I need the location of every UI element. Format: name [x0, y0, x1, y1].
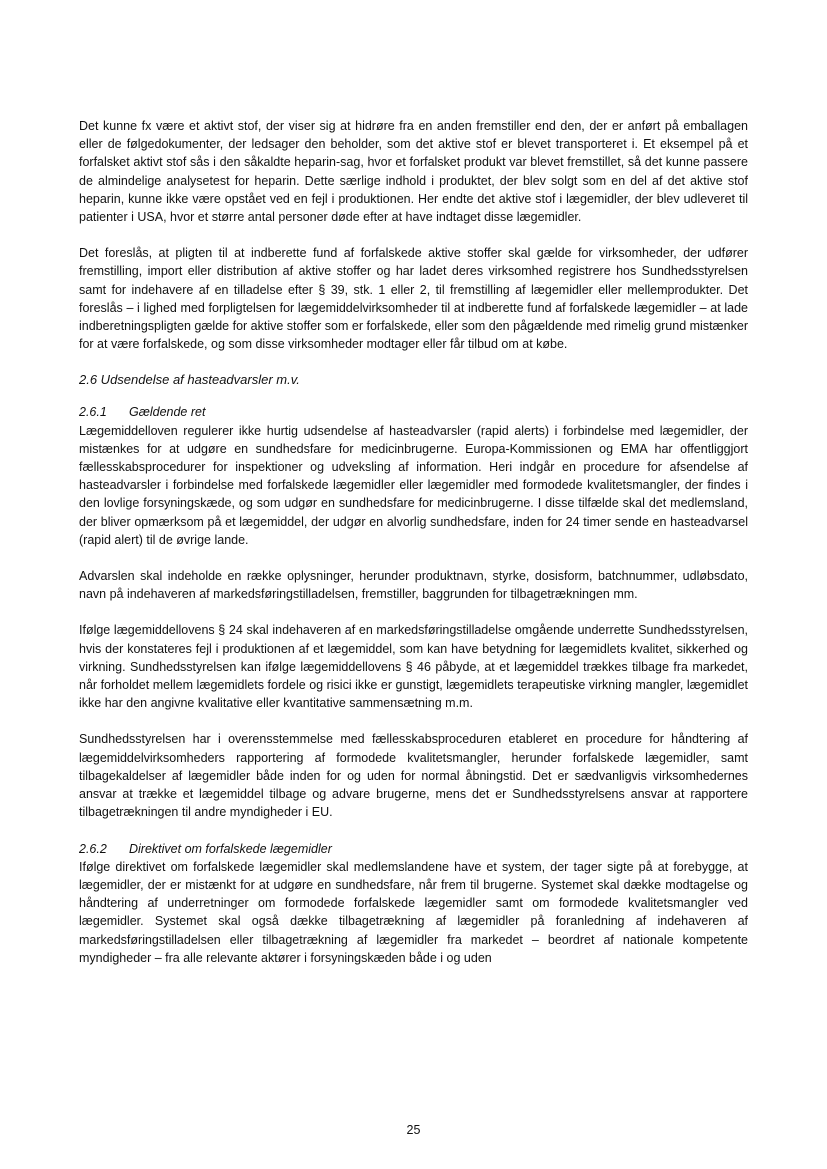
paragraph-directive: Ifølge direktivet om forfalskede lægemidler skal medlemslandene have et system, der tager sigte på at forebygge, at lægemidler, der er mistænkt for at udgøre en sundhedsfare, når frem til brugerne. Systemet skal dække modtagelse og håndtering af underretninger om formodede forfalskede lægemidler samt om formodede kvalitetsmangler ved lægemidler. Systemet skal også dække tilbagetrækning af lægemidler på foranledning af indehaveren af markedsføringstilladelsen eller tilbagetrækning af lægemidler fra markedet – beordret af nationale kompetente myndigheder – fra alle relevante aktører i forsyningskæden både i og uden [79, 859, 748, 965]
subsection-heading-2-6-1 [79, 403, 748, 421]
subsection-heading-2-6-2 [79, 840, 748, 858]
paragraph-procedure: Sundhedsstyrelsen har i overensstemmelse med fællesskabsproceduren etableret en procedure for håndtering af lægemiddelvirksomheders rapportering af formodede kvalitetsmangler, herunder forfalskede lægemidler, samt tilbagekaldelser af lægemidler både inden for og uden for normal åbningstid. Det er sædvanligvis virksomhedernes ansvar at trække et lægemiddel tilbage og advare brugerne, mens det er Sundhedsstyrelsens ansvar at rapportere tilbagetrækningen til andre myndigheder i EU. [79, 732, 748, 820]
page-content [79, 117, 748, 967]
paragraph-heparin-example: Det kunne fx være et aktivt stof, der viser sig at hidrøre fra en anden fremstiller end den, der er anført på emballagen eller de følgedokumenter, der ledsager den beholder, som det aktive stof er blevet transporteret i. Et eksempel på et forfalsket aktivt stof sås i den såkaldte heparin-sag, hvor et forfalsket produkt var blevet fremstillet, så det kunne passere de almindelige analysetest for heparin. Dette særlige indhold i produktet, der blev solgt som en del af det aktive stof heparin, kunne ikke være opstået ved en fejl i produktionen. Her endte det aktive stof i lægemidler, der blev udleveret til patienter i USA, hvor et større antal personer døde efter at have indtaget disse lægemidler. [79, 119, 748, 225]
paragraph-section-24: Ifølge lægemiddellovens § 24 skal indehaveren af en markedsføringstilladelse omgående underrette Sundhedsstyrelsen, hvis der konstateres fejl i produktionen af et lægemiddel, som kan have betydning for lægemidlets kvalitet, sikkerhed og virkning. Sundhedsstyrelsen kan ifølge lægemiddellovens § 46 påbyde, at et lægemiddel trækkes tilbage fra markedet, når forholdet mellem lægemidlets fordele og risici ikke er gunstigt, lægemidlets terapeutiske virkning mangler, lægemidlet ikke har den angivne kvalitative eller kvantitative sammensætning m.m. [79, 623, 748, 711]
paragraph-current-law: Lægemiddelloven regulerer ikke hurtig udsendelse af hasteadvarsler (rapid alerts) i forbindelse med lægemidler, der mistænkes for at udgøre en sundhedsfare for medicinbrugerne. Europa-Kommissionen og EMA har offentliggjort fællesskabsprocedurer for inspektioner og udveksling af information. Heri indgår en procedure for afsendelse af hasteadvarsler i forbindelse med forfalskede lægemidler eller lægemidler med formodede kvalitetsmangler, der findes i den lovlige forsyningskæde, og som udgør en sundhedsfare for medicinbrugerne. I disse tilfælde skal det medlemsland, der bliver opmærksom på et lægemiddel, der udgør en alvorlig sundhedsfare, inden for 24 timer sende en hasteadvarsel (rapid alert) til de øvrige lande. [79, 423, 748, 547]
paragraph-alert-contents: Advarslen skal indeholde en række oplysninger, herunder produktnavn, styrke, dosisform, batchnummer, udløbsdato, navn på indehaveren af markedsføringstilladelsen, fremstiller, baggrunden for tilbagetrækningen mm. [79, 569, 748, 602]
subsection-title: Direktivet om forfalskede lægemidler [129, 841, 332, 856]
paragraph-reporting-duty: Det foreslås, at pligten til at indberette fund af forfalskede aktive stoffer skal gælde for virksomheder, der udfører fremstilling, import eller distribution af aktive stoffer og har ladet deres virksomhed registrere hos Sundhedsstyrelsen samt for indehavere af en tilladelse efter § 39, stk. 1 eller 2, til fremstilling af lægemidler eller mellemprodukter. Det foreslås – i lighed med forpligtelsen for lægemiddelvirksomheder til at indberette fund af forfalskede lægemidler – at lade indberetningspligten gælde for aktive stoffer som er forfalskede, eller som den pågældende med rimelig grund mistænker for at være forfalskede, og som disse virksomheder modtager eller får tilbud om at købe. [79, 246, 748, 352]
subsection-title: Gældende ret [129, 405, 206, 420]
page-number: 25 [406, 1123, 421, 1137]
subsection-number: 2.6.1 [79, 405, 107, 420]
section-heading-2-6: 2.6 Udsendelse af hasteadvarsler m.v. [79, 372, 300, 388]
subsection-number: 2.6.2 [79, 841, 107, 856]
